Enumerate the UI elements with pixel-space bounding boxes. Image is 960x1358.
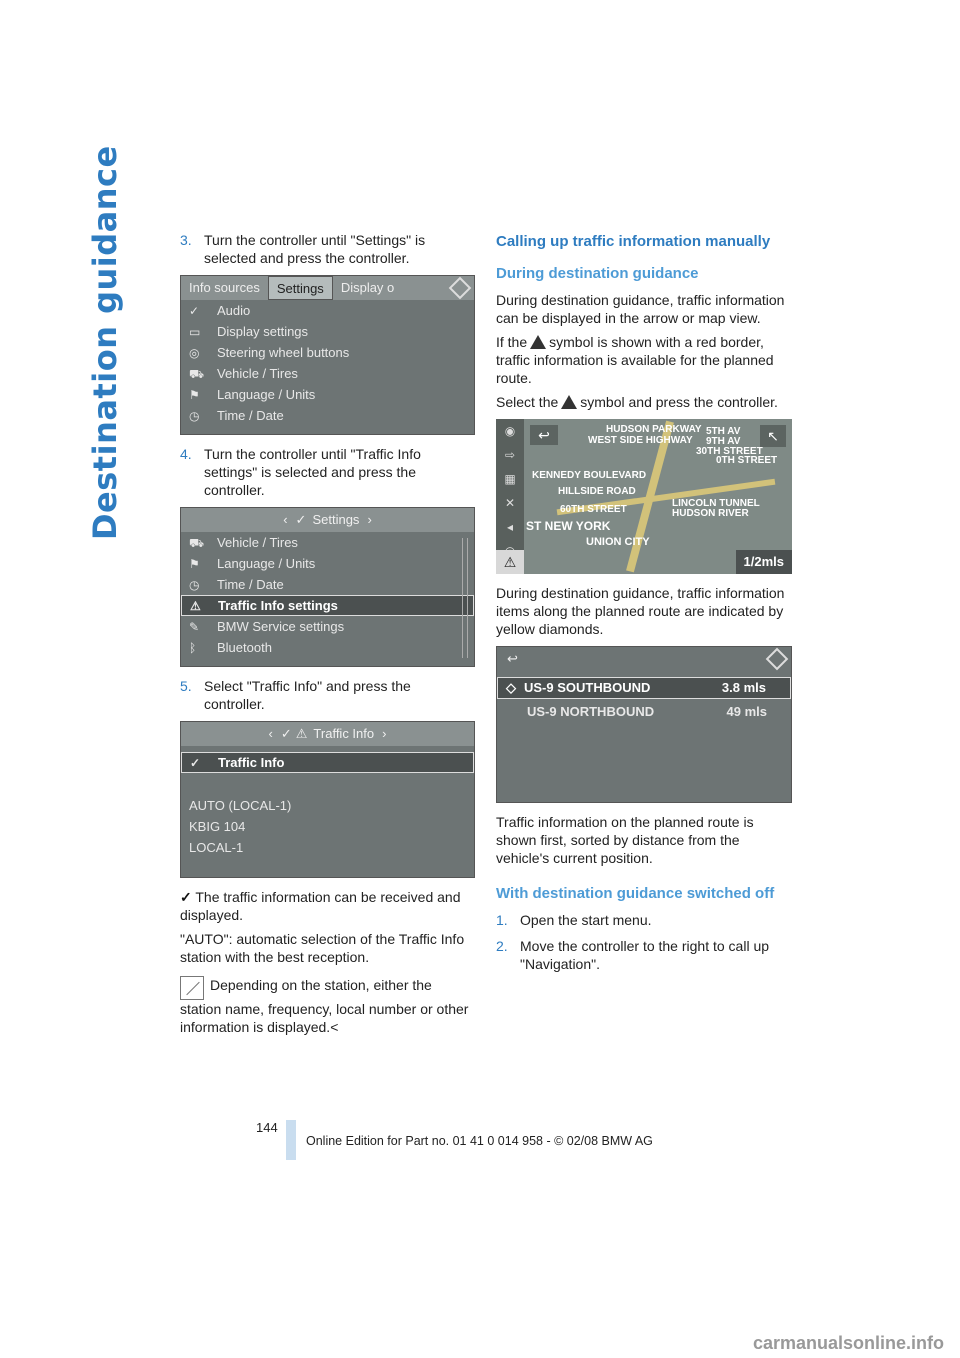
diamond-icon: ◇ bbox=[506, 680, 516, 695]
watermark: carmanualsonline.info bbox=[752, 1333, 944, 1353]
car-icon: ⛟ bbox=[189, 535, 205, 550]
subheading-during: During destination guidance bbox=[496, 265, 699, 282]
list-item: ◷ Time / Date bbox=[189, 576, 284, 592]
flag-icon: ⚑ bbox=[189, 556, 200, 571]
traffic-info-checkbox: ✓ Traffic Info bbox=[181, 752, 474, 773]
warning-icon: ⚠ bbox=[190, 598, 201, 613]
list-item: ⚑ Language / Units bbox=[189, 555, 316, 571]
list-item: ◎ Steering wheel buttons bbox=[189, 344, 350, 360]
settings-icon: ✓ bbox=[295, 512, 307, 527]
traffic-item-selected: ◇ US-9 SOUTHBOUND 3.8 mls bbox=[497, 677, 791, 699]
traffic-list-screenshot bbox=[496, 646, 792, 803]
list-item: ⛟ Vehicle / Tires bbox=[189, 534, 298, 550]
list-item: ▭ Display settings bbox=[189, 323, 309, 339]
list-item: ◷ Time / Date bbox=[189, 407, 284, 423]
settings-icon: ✓ bbox=[280, 726, 292, 741]
chevron-left-icon: ‹ bbox=[268, 726, 273, 741]
list-item: ⚑ Language / Units bbox=[189, 386, 316, 402]
warning-icon: ⚠ bbox=[295, 726, 308, 741]
settings-menu-screenshot bbox=[180, 275, 475, 435]
north-arrow-icon: ↖ bbox=[760, 425, 786, 447]
audio-icon: ✓ bbox=[189, 303, 200, 318]
paragraph: During destination guidance, traffic information items along the planned route are indicated by yellow diamonds. bbox=[496, 585, 785, 637]
traffic-settings-screenshot bbox=[180, 507, 475, 667]
station-item: KBIG 104 bbox=[189, 818, 246, 834]
footer-bar bbox=[286, 1120, 296, 1160]
paragraph: Traffic information on the planned route is shown first, sorted by distance from the vehicle's current position. bbox=[496, 814, 754, 866]
menu-tabs bbox=[181, 276, 474, 300]
station-item: AUTO (LOCAL-1) bbox=[189, 797, 292, 813]
back-icon: ↩ bbox=[530, 425, 558, 445]
step-5: 5. Select "Traffic Info" and press the controller. bbox=[180, 678, 411, 712]
footer-text: Online Edition for Part no. 01 41 0 014 958 - © 02/08 BMW AG bbox=[306, 1134, 653, 1148]
traffic-info-screenshot bbox=[180, 721, 475, 878]
volume-icon: ◉ bbox=[504, 424, 516, 438]
tab-info-sources: Info sources bbox=[189, 280, 260, 295]
map-icon: ▦ bbox=[504, 472, 516, 486]
note-icon bbox=[180, 976, 204, 1000]
list-item: ✓ Audio bbox=[189, 302, 251, 318]
arrow-icon: ⇨ bbox=[504, 448, 516, 462]
map-view-screenshot: ◉ ⇨ ▦ ✕ ◂ ↩ ↖ HUDSON PARKWAY WEST SIDE HIGHWAY KENNEDY BOULEVARD HILLSIDE ROAD 60TH STREET LINCOLN TUNNEL HUDSON RIVER ST NEW YORK UNION CITY 5TH AV 9TH AV 30TH STREET 0TH STREET ⚠ 1/2mls bbox=[496, 419, 792, 574]
chevron-right-icon: › bbox=[382, 726, 387, 741]
chevron-left-icon: ‹ bbox=[283, 512, 288, 527]
controller-icon bbox=[766, 648, 789, 671]
warning-icon bbox=[530, 335, 546, 349]
voice-icon: ✕ bbox=[504, 496, 516, 510]
step-1: 1. Open the start menu. bbox=[496, 912, 652, 928]
paragraph: If the symbol is shown with a red border, traffic information is available for the planned route. bbox=[496, 334, 774, 386]
route-icon: ◂ bbox=[506, 520, 514, 534]
list-item: ᛒ Bluetooth bbox=[189, 639, 272, 655]
list-item: ✎ BMW Service settings bbox=[189, 618, 345, 634]
paragraph: Select the symbol and press the controller. bbox=[496, 394, 778, 410]
check-icon: ✓ bbox=[180, 889, 192, 905]
clock-icon: ◷ bbox=[189, 577, 200, 592]
paragraph: During destination guidance, traffic information can be displayed in the arrow or map view. bbox=[496, 292, 785, 326]
receive-paragraph: ✓ The traffic information can be received and displayed. bbox=[180, 889, 461, 923]
check-icon: ✓ bbox=[190, 755, 201, 770]
auto-paragraph: "AUTO": automatic selection of the Traffic Info station with the best reception. bbox=[180, 931, 465, 965]
menu-header: ‹ ✓ ⚠ Traffic Info › bbox=[181, 722, 474, 746]
list-header bbox=[497, 647, 791, 671]
warning-icon bbox=[561, 395, 577, 409]
note-paragraph: Depending on the station, either the station name, frequency, local number or other information is displayed.< bbox=[180, 977, 469, 1035]
section-title: Destination guidance bbox=[86, 145, 124, 540]
steering-wheel-icon: ◎ bbox=[189, 345, 200, 360]
subheading-switched-off: With destination guidance switched off bbox=[496, 885, 775, 902]
traffic-item: US-9 NORTHBOUND 49 mls bbox=[527, 704, 767, 719]
menu-header: ‹ ✓ Settings › bbox=[181, 508, 474, 532]
section-heading: Calling up traffic information manually bbox=[496, 233, 771, 250]
service-icon: ✎ bbox=[189, 619, 200, 634]
right-column bbox=[496, 231, 792, 981]
display-icon: ▭ bbox=[189, 324, 201, 339]
scrollbar bbox=[462, 538, 468, 658]
clock-icon: ◷ bbox=[189, 408, 200, 423]
tab-display: Display o bbox=[340, 280, 395, 295]
left-column bbox=[180, 231, 475, 1042]
list-item: ⛟ Vehicle / Tires bbox=[189, 365, 298, 381]
bluetooth-icon: ᛒ bbox=[189, 640, 197, 655]
page-number: 144 bbox=[256, 1120, 278, 1135]
step-3: 3. Turn the controller until "Settings" is selected and press the controller. bbox=[180, 232, 426, 266]
list-item-selected: ⚠ Traffic Info settings bbox=[181, 595, 474, 616]
tab-settings: Settings bbox=[268, 276, 333, 300]
back-icon: ↩ bbox=[507, 651, 518, 666]
warning-icon: ⚠ bbox=[496, 550, 524, 574]
flag-icon: ⚑ bbox=[189, 387, 200, 402]
controller-icon bbox=[449, 277, 472, 300]
map-scale: 1/2mls bbox=[736, 550, 792, 574]
station-item: LOCAL-1 bbox=[189, 839, 244, 855]
chevron-right-icon: › bbox=[367, 512, 372, 527]
car-icon: ⛟ bbox=[189, 366, 205, 381]
step-4: 4. Turn the controller until "Traffic Info settings" is selected and press the controller. bbox=[180, 446, 421, 498]
step-2: 2. Move the controller to the right to call up "Navigation". bbox=[496, 938, 770, 972]
